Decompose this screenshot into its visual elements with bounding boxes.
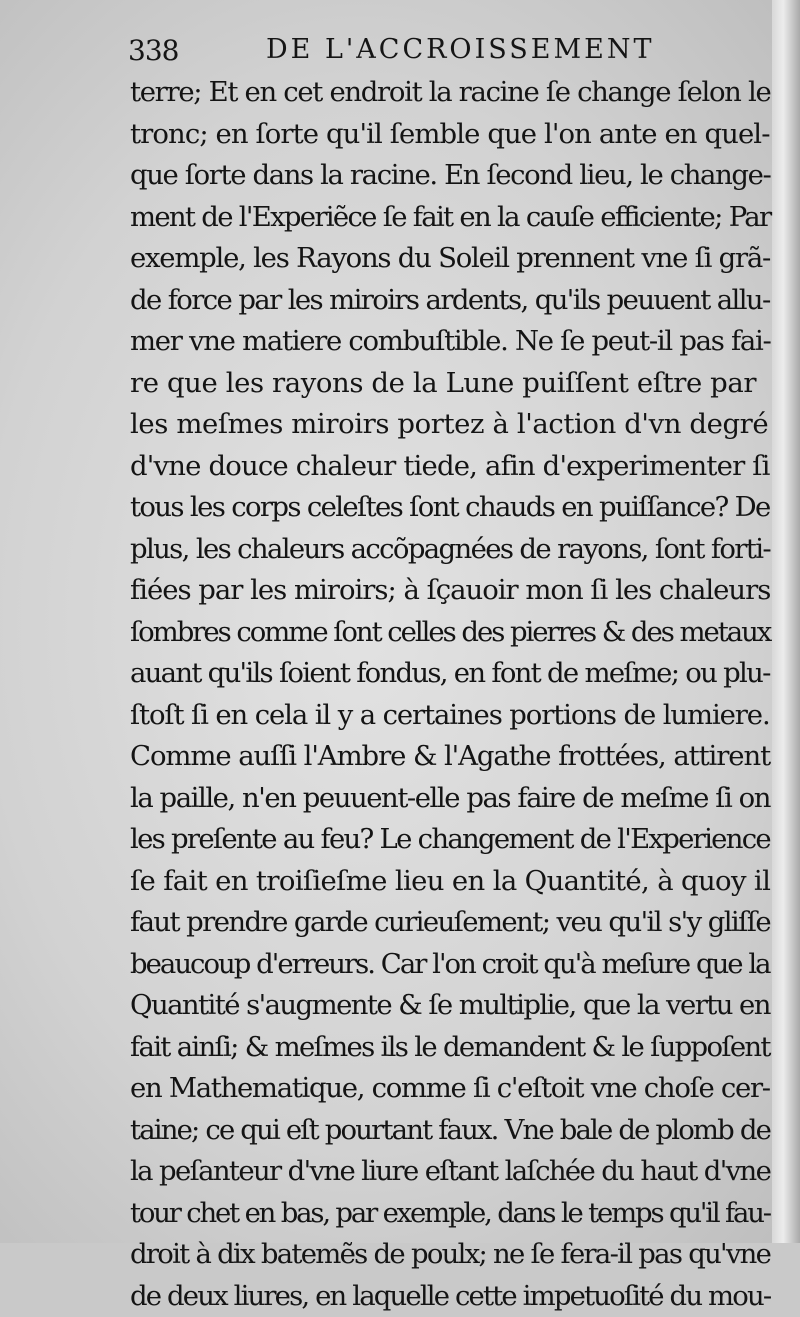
text-line: auant qu'ils ſoient fondus, en font de meſme; ou plu- xyxy=(130,653,770,695)
text-line: les preſente au feu? Le changement de l'Experience xyxy=(130,819,770,861)
text-line: fait ainſi; & meſmes ils le demandent & le ſuppoſent xyxy=(130,1027,770,1069)
running-head: DE L'ACCROISSEMENT xyxy=(266,34,654,65)
text-line: tronc; en ſorte qu'il ſemble que l'on ante en quel- xyxy=(130,114,770,156)
text-line: de force par les miroirs ardents, qu'ils peuuent allu- xyxy=(130,280,770,322)
text-line: la paille, n'en peuuent-elle pas faire de meſme ſi on xyxy=(130,778,770,820)
text-line: mer vne matiere combuſtible. Ne ſe peut-il pas fai- xyxy=(130,321,770,363)
text-line: tous les corps celeſtes ſont chauds en puiſſance? De xyxy=(130,487,770,529)
text-line: ſe fait en troiſieſme lieu en la Quantité, à quoy il xyxy=(130,861,770,903)
text-line: la peſanteur d'vne liure eſtant laſchée du haut d'vne xyxy=(130,1151,770,1193)
page-number: 338 xyxy=(128,34,178,67)
text-line: ſombres comme ſont celles des pierres & des metaux xyxy=(130,612,770,654)
text-line: en Mathematique, comme ſi c'eſtoit vne choſe cer- xyxy=(130,1068,770,1110)
page-edge-shadow xyxy=(772,0,800,1243)
text-line: droit à dix batemẽs de poulx; ne ſe fera-il pas qu'vne xyxy=(130,1234,770,1276)
text-line: les meſmes miroirs portez à l'action d'vn degré xyxy=(130,404,770,446)
text-line: taine; ce qui eſt pourtant faux. Vne bale de plomb de xyxy=(130,1110,770,1152)
text-line: fiées par les miroirs; à ſçauoir mon ſi les chaleurs xyxy=(130,570,770,612)
text-line: ment de l'Experiẽce ſe fait en la cauſe efficiente; Par xyxy=(130,197,770,239)
text-line: Comme auſſi l'Ambre & l'Agathe frottées, attirent xyxy=(130,736,770,778)
text-line: beaucoup d'erreurs. Car l'on croit qu'à meſure que la xyxy=(130,944,770,986)
text-line: plus, les chaleurs accõpagnées de rayons, ſont forti- xyxy=(130,529,770,571)
text-line: terre; Et en cet endroit la racine ſe change ſelon le xyxy=(130,72,770,114)
text-line: re que les rayons de la Lune puiſſent eſtre par xyxy=(130,363,770,405)
text-line: exemple, les Rayons du Soleil prennent vne ſi grã- xyxy=(130,238,770,280)
text-line: de deux liures, en laquelle cette impetuoſité du mou- xyxy=(130,1276,770,1317)
body-text xyxy=(130,72,770,1317)
text-line: tour chet en bas, par exemple, dans le temps qu'il fau- xyxy=(130,1193,770,1235)
page-header xyxy=(128,34,648,74)
text-line: ſtoſt ſi en cela il y a certaines portions de lumiere. xyxy=(130,695,770,737)
text-line: d'vne douce chaleur tiede, afin d'experimenter ſi xyxy=(130,446,770,488)
text-line: Quantité s'augmente & ſe multiplie, que la vertu en xyxy=(130,985,770,1027)
text-line: faut prendre garde curieuſement; veu qu'il s'y gliſſe xyxy=(130,902,770,944)
text-line: que ſorte dans la racine. En ſecond lieu, le change- xyxy=(130,155,770,197)
